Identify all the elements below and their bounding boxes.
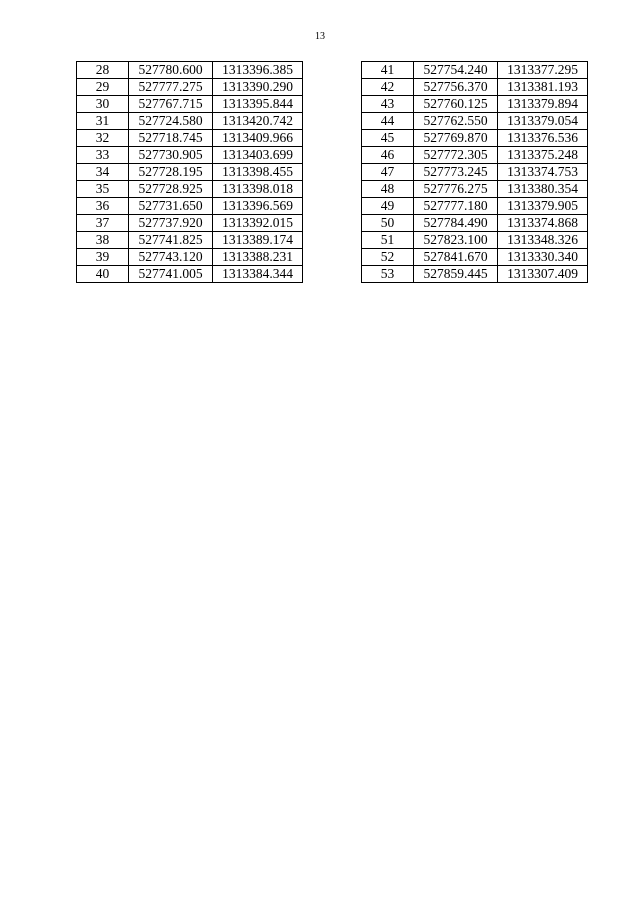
table-row bbox=[362, 147, 588, 164]
point-number-cell: 29 bbox=[77, 79, 129, 96]
y-coordinate-cell: 1313330.340 bbox=[498, 249, 588, 266]
x-coordinate-cell: 527741.825 bbox=[129, 232, 213, 249]
x-coordinate-cell: 527859.445 bbox=[414, 266, 498, 283]
point-number-cell: 46 bbox=[362, 147, 414, 164]
x-coordinate-cell: 527731.650 bbox=[129, 198, 213, 215]
point-number-cell: 30 bbox=[77, 96, 129, 113]
y-coordinate-cell: 1313384.344 bbox=[213, 266, 303, 283]
point-number-cell: 37 bbox=[77, 215, 129, 232]
point-number-cell: 36 bbox=[77, 198, 129, 215]
point-number-cell: 32 bbox=[77, 130, 129, 147]
table-row bbox=[362, 62, 588, 79]
y-coordinate-cell: 1313396.569 bbox=[213, 198, 303, 215]
y-coordinate-cell: 1313375.248 bbox=[498, 147, 588, 164]
y-coordinate-cell: 1313388.231 bbox=[213, 249, 303, 266]
x-coordinate-cell: 527728.195 bbox=[129, 164, 213, 181]
x-coordinate-cell: 527777.180 bbox=[414, 198, 498, 215]
x-coordinate-cell: 527754.240 bbox=[414, 62, 498, 79]
y-coordinate-cell: 1313307.409 bbox=[498, 266, 588, 283]
table-row bbox=[77, 62, 303, 79]
x-coordinate-cell: 527728.925 bbox=[129, 181, 213, 198]
y-coordinate-cell: 1313379.905 bbox=[498, 198, 588, 215]
x-coordinate-cell: 527743.120 bbox=[129, 249, 213, 266]
point-number-cell: 40 bbox=[77, 266, 129, 283]
y-coordinate-cell: 1313390.290 bbox=[213, 79, 303, 96]
y-coordinate-cell: 1313376.536 bbox=[498, 130, 588, 147]
y-coordinate-cell: 1313403.699 bbox=[213, 147, 303, 164]
x-coordinate-cell: 527718.745 bbox=[129, 130, 213, 147]
table-row bbox=[362, 113, 588, 130]
point-number-cell: 43 bbox=[362, 96, 414, 113]
table-row bbox=[362, 181, 588, 198]
x-coordinate-cell: 527773.245 bbox=[414, 164, 498, 181]
x-coordinate-cell: 527760.125 bbox=[414, 96, 498, 113]
table-row bbox=[362, 232, 588, 249]
x-coordinate-cell: 527777.275 bbox=[129, 79, 213, 96]
y-coordinate-cell: 1313398.018 bbox=[213, 181, 303, 198]
table-row bbox=[362, 266, 588, 283]
point-number-cell: 28 bbox=[77, 62, 129, 79]
y-coordinate-cell: 1313379.054 bbox=[498, 113, 588, 130]
y-coordinate-cell: 1313409.966 bbox=[213, 130, 303, 147]
table-row bbox=[77, 266, 303, 283]
point-number-cell: 50 bbox=[362, 215, 414, 232]
point-number-cell: 41 bbox=[362, 62, 414, 79]
x-coordinate-cell: 527737.920 bbox=[129, 215, 213, 232]
point-number-cell: 35 bbox=[77, 181, 129, 198]
table-row bbox=[77, 96, 303, 113]
x-coordinate-cell: 527776.275 bbox=[414, 181, 498, 198]
table-row bbox=[362, 198, 588, 215]
coordinates-table-right bbox=[361, 61, 588, 283]
point-number-cell: 44 bbox=[362, 113, 414, 130]
table-row bbox=[77, 215, 303, 232]
y-coordinate-cell: 1313374.868 bbox=[498, 215, 588, 232]
table-row bbox=[77, 147, 303, 164]
table-row bbox=[362, 79, 588, 96]
y-coordinate-cell: 1313420.742 bbox=[213, 113, 303, 130]
point-number-cell: 52 bbox=[362, 249, 414, 266]
x-coordinate-cell: 527756.370 bbox=[414, 79, 498, 96]
x-coordinate-cell: 527769.870 bbox=[414, 130, 498, 147]
table-row bbox=[77, 164, 303, 181]
point-number-cell: 49 bbox=[362, 198, 414, 215]
point-number-cell: 53 bbox=[362, 266, 414, 283]
table-row bbox=[77, 113, 303, 130]
x-coordinate-cell: 527780.600 bbox=[129, 62, 213, 79]
point-number-cell: 48 bbox=[362, 181, 414, 198]
point-number-cell: 33 bbox=[77, 147, 129, 164]
x-coordinate-cell: 527767.715 bbox=[129, 96, 213, 113]
y-coordinate-cell: 1313398.455 bbox=[213, 164, 303, 181]
x-coordinate-cell: 527724.580 bbox=[129, 113, 213, 130]
table-row bbox=[362, 249, 588, 266]
y-coordinate-cell: 1313374.753 bbox=[498, 164, 588, 181]
x-coordinate-cell: 527730.905 bbox=[129, 147, 213, 164]
y-coordinate-cell: 1313377.295 bbox=[498, 62, 588, 79]
y-coordinate-cell: 1313395.844 bbox=[213, 96, 303, 113]
point-number-cell: 31 bbox=[77, 113, 129, 130]
coordinates-table-left bbox=[76, 61, 303, 283]
point-number-cell: 34 bbox=[77, 164, 129, 181]
x-coordinate-cell: 527772.305 bbox=[414, 147, 498, 164]
x-coordinate-cell: 527823.100 bbox=[414, 232, 498, 249]
y-coordinate-cell: 1313379.894 bbox=[498, 96, 588, 113]
y-coordinate-cell: 1313396.385 bbox=[213, 62, 303, 79]
table-row bbox=[77, 130, 303, 147]
x-coordinate-cell: 527741.005 bbox=[129, 266, 213, 283]
y-coordinate-cell: 1313389.174 bbox=[213, 232, 303, 249]
point-number-cell: 45 bbox=[362, 130, 414, 147]
table-row bbox=[362, 130, 588, 147]
x-coordinate-cell: 527784.490 bbox=[414, 215, 498, 232]
point-number-cell: 42 bbox=[362, 79, 414, 96]
table-row bbox=[77, 198, 303, 215]
point-number-cell: 39 bbox=[77, 249, 129, 266]
y-coordinate-cell: 1313392.015 bbox=[213, 215, 303, 232]
table-row bbox=[77, 79, 303, 96]
point-number-cell: 38 bbox=[77, 232, 129, 249]
y-coordinate-cell: 1313381.193 bbox=[498, 79, 588, 96]
page-number: 13 bbox=[315, 31, 325, 42]
table-row bbox=[77, 181, 303, 198]
x-coordinate-cell: 527762.550 bbox=[414, 113, 498, 130]
table-row bbox=[77, 232, 303, 249]
table-row bbox=[77, 249, 303, 266]
y-coordinate-cell: 1313380.354 bbox=[498, 181, 588, 198]
table-row bbox=[362, 215, 588, 232]
y-coordinate-cell: 1313348.326 bbox=[498, 232, 588, 249]
x-coordinate-cell: 527841.670 bbox=[414, 249, 498, 266]
point-number-cell: 51 bbox=[362, 232, 414, 249]
point-number-cell: 47 bbox=[362, 164, 414, 181]
table-row bbox=[362, 164, 588, 181]
table-row bbox=[362, 96, 588, 113]
